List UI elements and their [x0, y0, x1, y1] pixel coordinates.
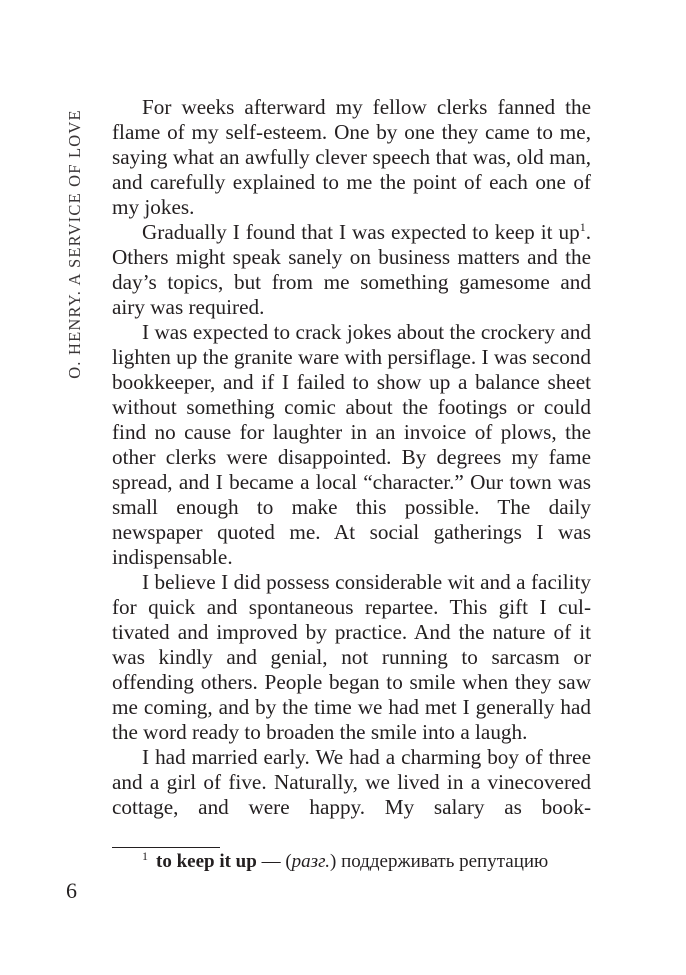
paragraph: I believe I did possess considerable wit and a facility for quick and spontaneous repartee. This gift I cultivated and improved by practice. And the nature of it was kindly and genial, not running to sarcasm or offending others. People began to smile when they saw me coming, and by the time we had met I generally had the word ready to broaden the smile into a laugh.: [112, 570, 591, 744]
footnote-term: to keep it up: [156, 851, 257, 872]
running-head: [61, 94, 89, 394]
footnote-label-close: ): [329, 851, 337, 872]
footnote-divider: [112, 847, 220, 848]
paragraph-text: . Others might speak sanely on business matters and the day’s topics, but from me something gamesome and airy was required.: [112, 220, 591, 319]
page-number: 6: [66, 878, 77, 903]
paragraph: For weeks afterward my fellow clerks fanned the flame of my self-esteem. One by one they came to me, saying what an awfully clever speech that was, old man, and carefully explained to me the point of each one of my jokes.: [112, 95, 591, 219]
paragraph: [112, 220, 591, 320]
footnote: [142, 849, 548, 876]
footnote-marker: 1: [142, 849, 148, 863]
footnote-dash: —: [256, 851, 286, 872]
body-text: [112, 95, 591, 820]
running-head-text: O. HENRY. A SERVICE OF LOVE: [65, 109, 85, 379]
footnote-translation: поддерживать репутацию: [336, 851, 549, 872]
paragraph: I had married early. We had a charming boy of three and a girl of five. Naturally, we lived in a vinecovered cottage, and were happy. My salary as book-: [112, 745, 591, 819]
paragraph-text: Gradually I found that I was expected to keep it up: [142, 220, 580, 244]
footnote-label: разг.: [291, 851, 330, 872]
footnote-label-open: (: [285, 851, 292, 872]
footnote-reference[interactable]: 1: [579, 220, 586, 234]
paragraph: I was expected to crack jokes about the crockery and lighten up the granite ware with persiflage. I was second bookkeeper, and if I failed to show up a balance sheet without something comic about the footings or could find no cause for laughter in an invoice of plows, the other clerks were disappointed. By degrees my fame spread, and I became a local “character.” Our town was small enough to make this possible. The daily newspaper quoted me. At social gatherings I was indispensable.: [112, 320, 591, 569]
